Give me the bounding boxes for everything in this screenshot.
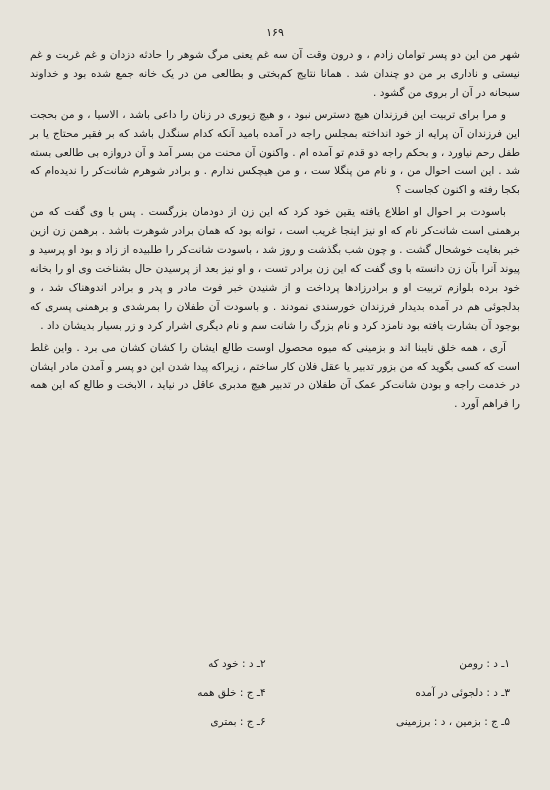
paragraph: باسودت بر احوال او اطلاع یافته یقین خود کرد که این زن از دودمان بزرگست . پس با وی گفت که من برهمنی است شانت‌کر نام که او نیز اینجا غریب است ، توانه بود که همان برادر شوهرت باشد . برهمن زن ازین خبر بغایت خوشحال گشت . و چون شب بگذشت و روز شد ، باسودت شانت‌کر را طلبیده از زاد و بود او پرسید و پیوند آنرا بآن زن دانسته با وی گفت که این زن برادر تست ، و او نیز بعد از پرسیدن حال بشناخت وی او را بخانه خود برده بلوازم تربیت او و برادرزادها پرداخت و از شنیدن خبر فوت مادر و پدر و برادر اندوهناک شد ، و بدلجوئی هم در آمده بدیدار فرزندان خورسندی نمودند . و باسودت آن طفلان را بمرشدی و برهمنی پسری که بوجود آن بشارت یافته بود نامزد کرد و نام بزرگ را شانت سم و نام دیگری اشرار کرد و زر بسیار بدیشان داد . [30, 206, 520, 332]
paragraph: و مرا برای تربیت این فرزندان هیچ دسترس نبود ، و هیچ زیوری در زنان را داعی باشد ، الاسیا ، و من بحجت این فرزندان آن پرایه از خود انداخته بمجلس راجه در آمده بامید آنکه کدام سنگدل باشد که بر فقیر محتاج یا بر طفل رحم نیاورد ، و بحکم راجه دو قدم تو آمده ام . واکنون آن محنت من بسر آمد و آن دروازه بی طالعی بسته شد . این است احوال من ، و نام من پنگلا ست ، و من هیچکس ندارم . و برادر شوهرم شانت‌کر را ندیده‌ام که بکجا رفته و اکنون کجاست ؟ [30, 108, 520, 197]
footnote-row [40, 708, 510, 737]
footnote: ۵ـ ج : بزمین ، د : برزمینی [396, 716, 510, 728]
footnote: ۲ـ د : خود که [208, 658, 266, 670]
footnote-row [40, 679, 510, 708]
footnote: ۳ـ د : دلجوئی در آمده [415, 687, 510, 699]
footnotes [40, 650, 510, 737]
paragraph: شهر من این دو پسر توامان زادم ، و درون وقت آن سه غم یعنی مرگ شوهر را حادثه دزدان و غم غربت و غم نیستی و ناداری بر من دو چندان شد . همانا نتایج کم‌بختی و بطالعی من در یک خانه جمع شده بود و خداوند سبحانه در آن ار بروی من گشود . [30, 49, 520, 99]
body-text [30, 46, 520, 417]
footnote: ۴ـ ج : خلق همه [197, 687, 266, 699]
footnote: ۶ـ ج : بمتری [210, 716, 266, 728]
footnote: ۱ـ د : رومن [459, 658, 510, 670]
paragraph: آری ، همه خلق نایبنا اند و بزمینی که میوه محصول اوست طالع ایشان را کشان کشان می برد . واین غلط است که کسی بگوید که من بزور تدبیر یا عقل فلان کار ساختم ، زیراکه پیدا شدن این دو پسر و آمدن مادر ایشان در خدمت راجه و بودن شانت‌کر عمک آن طفلان در تدبیر هیچ مدبری عاقل در نیاید ، الابخت و طالع که این همه را فراهم آورد . [30, 341, 520, 411]
page-number: ۱۶۹ [266, 26, 284, 39]
footnote-row [40, 650, 510, 679]
